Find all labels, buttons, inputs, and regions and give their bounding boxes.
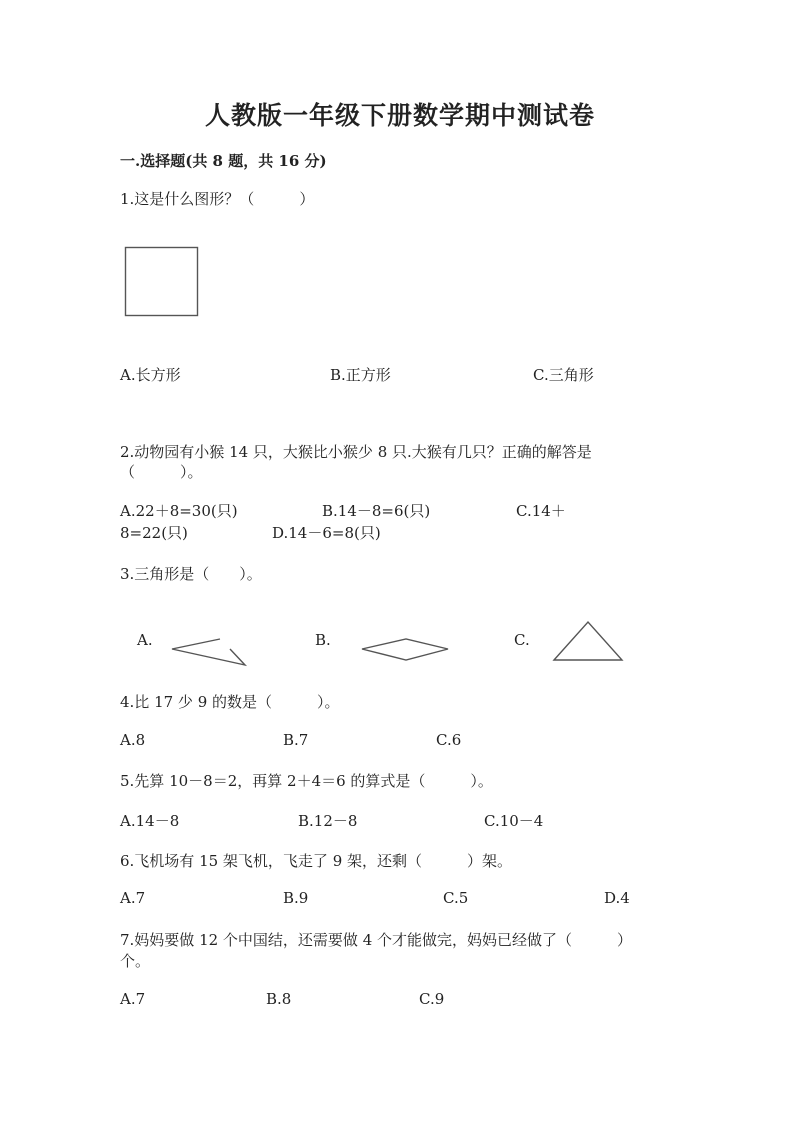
question-3-option-c: C.: [514, 631, 530, 649]
question-3-text: 3.三角形是（ ）。: [120, 565, 262, 583]
figure-c-triangle: [552, 620, 626, 662]
question-1-option-b: B.正方形: [330, 366, 391, 384]
question-2-option-c: C.14＋: [516, 502, 566, 520]
question-2-option-a: A.22＋8=30(只): [120, 502, 238, 520]
question-5-text: 5.先算 10－8＝2，再算 2＋4＝6 的算式是（ ）。: [120, 772, 493, 790]
section-heading: 一.选择题(共 8 题，共 16 分): [120, 152, 327, 170]
question-2-option-b: B.14－8=6(只): [322, 502, 431, 520]
question-6-option-a: A.7: [120, 889, 146, 907]
question-6-option-b: B.9: [283, 889, 309, 907]
question-7-text-line-1: 7.妈妈要做 12 个中国结，还需要做 4 个才能做完，妈妈已经做了（ ）: [120, 931, 633, 949]
question-2-text-line-2: （ ）。: [120, 463, 203, 481]
question-2-option-c-continued: 8=22(只): [120, 524, 188, 542]
question-4-option-a: A.8: [120, 731, 146, 749]
question-7-option-b: B.8: [266, 990, 292, 1008]
question-5-option-b: B.12－8: [298, 812, 358, 830]
question-7-option-a: A.7: [120, 990, 146, 1008]
question-2-text-line-1: 2.动物园有小猴 14 只，大猴比小猴少 8 只.大猴有几只？正确的解答是: [120, 443, 592, 461]
page-title: 人教版一年级下册数学期中测试卷: [204, 101, 595, 130]
question-3-option-a: A.: [137, 631, 153, 649]
question-5-option-c: C.10－4: [484, 812, 544, 830]
question-6-option-d: D.4: [604, 889, 630, 907]
question-5-option-a: A.14－8: [120, 812, 180, 830]
question-3-option-b: B.: [315, 631, 331, 649]
square-figure: [124, 246, 200, 318]
question-7-option-c: C.9: [419, 990, 445, 1008]
question-2-option-d: D.14－6=8(只): [272, 524, 381, 542]
question-1-option-a: A.长方形: [120, 366, 181, 384]
question-4-option-c: C.6: [436, 731, 462, 749]
question-1-text: 1.这是什么图形？（ ）: [120, 190, 315, 208]
question-6-text: 6.飞机场有 15 架飞机，飞走了 9 架，还剩（ ）架。: [120, 852, 513, 870]
question-7-text-line-2: 个。: [120, 952, 151, 970]
figure-b-rhombus: [360, 637, 450, 663]
question-6-option-c: C.5: [443, 889, 469, 907]
figure-a-open-angle: [170, 637, 250, 669]
question-4-text: 4.比 17 少 9 的数是（ ）。: [120, 693, 340, 711]
question-4-option-b: B.7: [283, 731, 309, 749]
question-1-option-c: C.三角形: [533, 366, 594, 384]
